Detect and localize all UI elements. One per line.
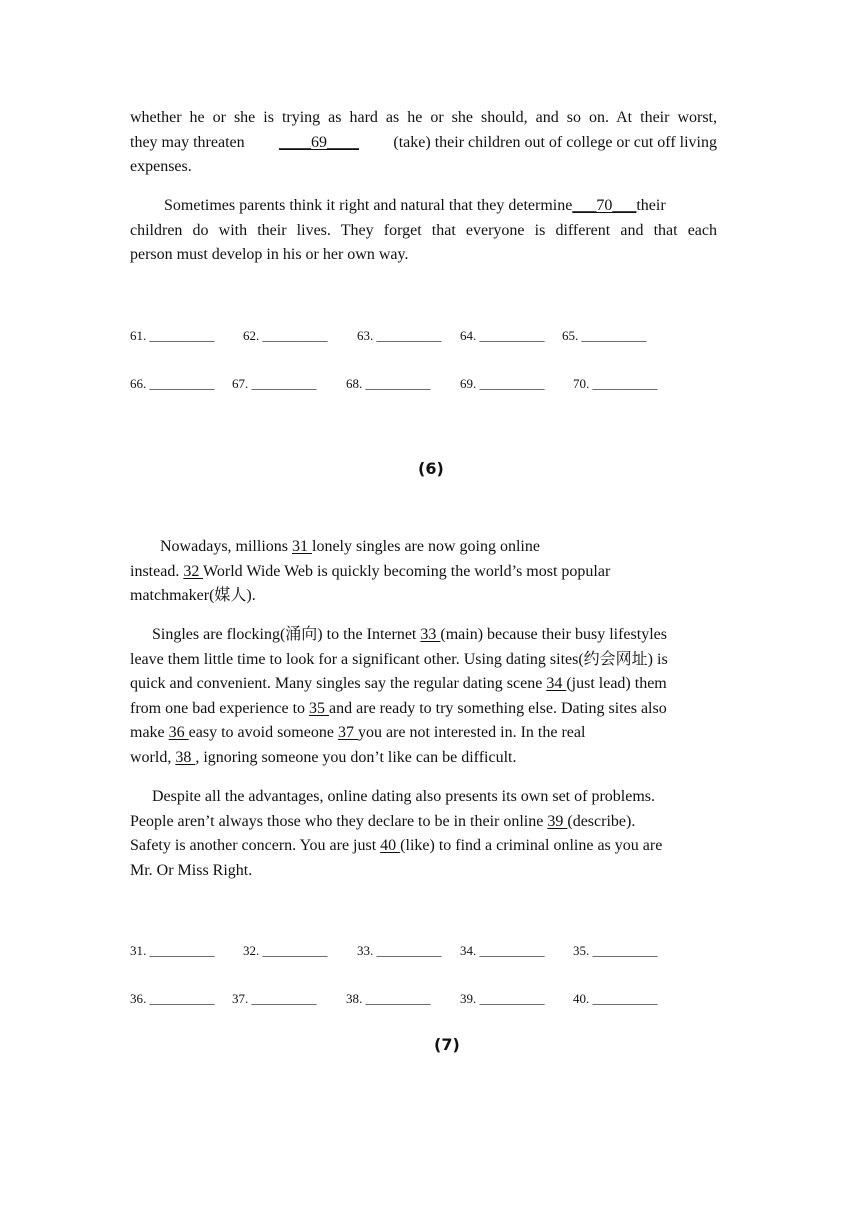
blank-70: ___70___ [572, 197, 637, 214]
answer-blank: 33. __________ [357, 943, 442, 958]
text-segment: (main) because their busy lifestyles [440, 626, 667, 643]
section-heading: (6) [418, 459, 444, 478]
answer-blank: 32. __________ [243, 943, 328, 958]
passage-paragraph [130, 535, 750, 609]
text-segment: world, [130, 748, 176, 766]
text-segment: and are ready to try something else. Dating sites also [329, 699, 667, 717]
passage-paragraph [130, 106, 717, 180]
text-line [130, 560, 750, 585]
text-line [130, 721, 750, 746]
text-segment: People aren’t always those who they declare to be in their online [130, 812, 548, 830]
blank-39: 39 [547, 812, 568, 830]
answer-blank: 66. __________ [130, 376, 215, 391]
answer-blank: 68. __________ [346, 376, 431, 391]
answer-blank: 63. __________ [357, 328, 442, 343]
answer-blank: 36. __________ [130, 991, 215, 1006]
text-line: matchmaker(媒人). [130, 587, 256, 604]
text-line: person must develop in his or her own way. [130, 246, 409, 263]
text-line: Despite all the advantages, online dating also presents its own set of problems. [152, 788, 655, 805]
text-segment: easy to avoid someone [188, 724, 338, 741]
blank-36: 36 [168, 724, 189, 741]
answer-blank: 37. __________ [232, 991, 317, 1006]
answer-blank: 38. __________ [346, 991, 431, 1006]
text-line: whether he or she is trying as hard as he or she should, and so on. At their worst, [130, 109, 717, 126]
text-segment: lonely singles are now going online [312, 538, 540, 555]
text-segment: make [130, 724, 169, 741]
text-line: expenses. [130, 158, 192, 175]
text-segment: (just lead) them [566, 675, 667, 692]
text-line [130, 746, 750, 771]
text-segment: (like) to find a criminal online as you are [400, 837, 663, 854]
text-line [130, 697, 750, 722]
blank-69: ____69____ [279, 133, 360, 151]
blank-34: 34 [546, 675, 567, 692]
text-line [130, 535, 750, 560]
text-line [130, 672, 750, 697]
text-segment: (describe). [567, 812, 636, 830]
text-segment: quick and convenient. Many singles say the regular dating scene [130, 675, 547, 692]
answer-blank: 65. __________ [562, 328, 647, 343]
answer-blank: 34. __________ [460, 943, 545, 958]
text-line [130, 194, 717, 219]
answer-blank: 61. __________ [130, 328, 215, 343]
text-line [130, 810, 750, 835]
passage-paragraph [130, 623, 750, 770]
text-line [130, 623, 750, 648]
text-segment: from one bad experience to [130, 699, 310, 717]
text-line: leave them little time to look for a significant other. Using dating sites(约会网址) is [130, 650, 668, 668]
section-heading: (7) [434, 1035, 460, 1054]
text-line: children do with their lives. They forget that everyone is different and that each [130, 221, 717, 239]
blank-33: 33 [420, 626, 441, 643]
text-line [130, 131, 717, 156]
text-segment: instead. [130, 562, 184, 580]
answer-blank: 39. __________ [460, 991, 545, 1006]
answer-blank: 69. __________ [460, 376, 545, 391]
text-segment: , ignoring someone you don’t like can be difficult. [195, 748, 517, 766]
text-segment: Nowadays, millions [160, 538, 292, 555]
passage-paragraph [130, 785, 750, 883]
text-line: Mr. Or Miss Right. [130, 861, 253, 879]
text-segment: their [636, 197, 666, 214]
answer-blank: 70. __________ [573, 376, 658, 391]
answer-blank: 31. __________ [130, 943, 215, 958]
blank-37: 37 [337, 724, 358, 741]
answer-blank: 40. __________ [573, 991, 658, 1006]
text-segment: Singles are flocking(涌向) to the Internet [152, 626, 421, 643]
text-segment: Sometimes parents think it right and natural that they determine [164, 197, 573, 214]
text-segment: they may threaten [130, 133, 245, 151]
answer-blank: 62. __________ [243, 328, 328, 343]
blank-31: 31 [292, 538, 312, 555]
blank-40: 40 [380, 837, 401, 854]
blank-35: 35 [309, 699, 330, 717]
text-line [130, 834, 750, 859]
text-segment: (take) their children out of college or cut off living [393, 133, 717, 151]
answer-blank: 67. __________ [232, 376, 317, 391]
blank-32: 32 [183, 562, 204, 580]
answer-blank: 35. __________ [573, 943, 658, 958]
blank-38: 38 [175, 748, 196, 766]
text-segment: Safety is another concern. You are just [130, 837, 381, 854]
text-segment: World Wide Web is quickly becoming the world’s most popular [203, 562, 611, 580]
passage-paragraph [130, 194, 717, 268]
answer-blank: 64. __________ [460, 328, 545, 343]
text-segment: you are not interested in. In the real [357, 724, 586, 741]
